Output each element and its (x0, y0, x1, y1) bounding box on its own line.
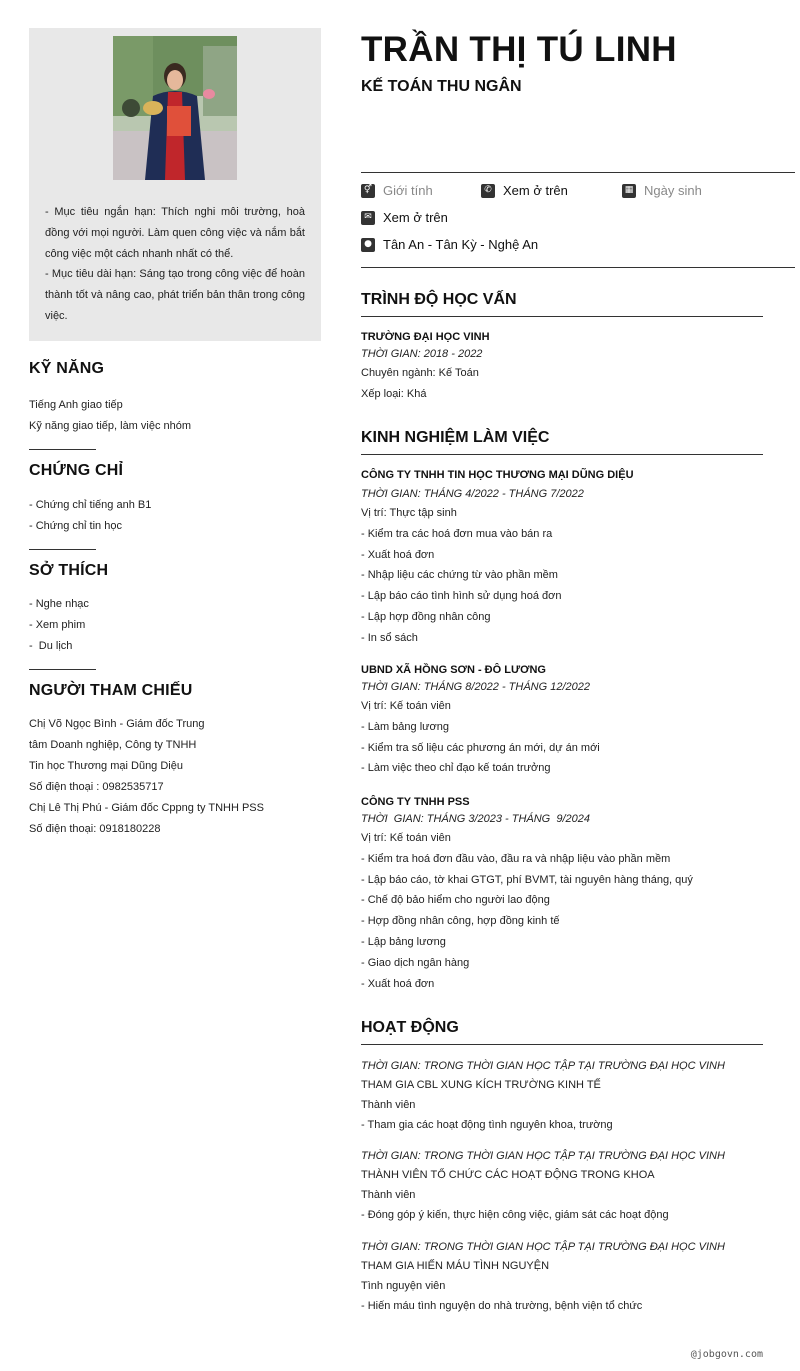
job-line: - Lập báo cáo tình hình sử dụng hoá đơn (361, 590, 562, 603)
divider (29, 549, 96, 550)
hobby-item: - Nghe nhạc (29, 598, 89, 610)
references-title: NGƯỜI THAM CHIẾU (29, 682, 193, 699)
activity-role: Tình nguyện viên (361, 1280, 446, 1292)
location-pin-icon: ● (361, 238, 375, 252)
job-line: - Lập báo cáo, tờ khai GTGT, phí BVMT, tài nguyên hàng tháng, quý (361, 873, 693, 886)
gender-icon: ⚥ (361, 184, 375, 198)
contact-email (361, 210, 448, 225)
skill-item: Tiếng Anh giao tiếp (29, 399, 123, 411)
divider (361, 172, 795, 173)
job-line: - Làm việc theo chỉ đạo kế toán trưởng (361, 762, 551, 775)
hobbies-title: SỞ THÍCH (29, 562, 109, 579)
job-line: Vị trí: Thực tập sinh (361, 507, 457, 519)
skills-title: KỸ NĂNG (29, 360, 105, 377)
activity-time: THỜI GIAN: TRONG THỜI GIAN HỌC TẬP TẠI TRƯỜNG ĐẠI HỌC VINH (361, 1241, 725, 1253)
skill-item: Kỹ năng giao tiếp, làm việc nhóm (29, 420, 192, 432)
objective-short: - Mục tiêu ngắn hạn: Thích nghi môi trường, hoà đồng với mọi người. Làm quen công việc và nắm bắt công việc một cách nhanh nhất có thể. (45, 206, 305, 260)
activity-name: THAM GIA HIẾN MÁU TÌNH NGUYỆN (361, 1260, 550, 1272)
activity-desc: - Đóng góp ý kiến, thực hiện công việc, giám sát các hoạt động (361, 1209, 669, 1221)
experience-title: KINH NGHIỆM LÀM VIỆC (361, 429, 550, 446)
job-line: - Nhập liệu các chứng từ vào phần mềm (361, 569, 558, 582)
education-major: Chuyên ngành: Kế Toán (361, 367, 479, 379)
calendar-icon: ▦ (622, 184, 636, 198)
activity-block (361, 1057, 771, 1135)
job-block (361, 468, 771, 649)
job-line: - Lập bảng lương (361, 935, 446, 948)
contact-address (361, 237, 538, 252)
section-divider (361, 1044, 763, 1045)
left-column (29, 28, 321, 840)
activity-role: Thành viên (361, 1189, 416, 1201)
reference-line: tâm Doanh nghiệp, Công ty TNHH (29, 739, 197, 751)
activity-name: THAM GIA CBL XUNG KÍCH TRƯỜNG KINH TẾ (361, 1079, 601, 1091)
education-grade: Xếp loại: Khá (361, 387, 427, 400)
job-line: Vị trí: Kế toán viên (361, 832, 451, 844)
job-line: - Lập hợp đồng nhân công (361, 610, 491, 623)
profile-photo (113, 36, 237, 180)
job-time: THỜI GIAN: THÁNG 8/2022 - THÁNG 12/2022 (361, 681, 591, 693)
activity-name: THÀNH VIÊN TỔ CHỨC CÁC HOẠT ĐỘNG TRONG KHOA (361, 1169, 655, 1181)
activities-title: HOẠT ĐỘNG (361, 1019, 459, 1036)
job-line: - Kiểm tra số liệu các phương án mới, dự án mới (361, 741, 600, 754)
hobbies-section (29, 562, 321, 657)
job-line: - Kiểm tra hoá đơn đầu vào, đầu ra và nhập liệu vào phần mềm (361, 852, 671, 865)
job-line: - Chế độ bảo hiểm cho người lao động (361, 894, 550, 907)
watermark: @jobgovn.com (690, 1349, 763, 1360)
email-value: Xem ở trên (383, 210, 448, 225)
address-value: Tân An - Tân Kỳ - Nghệ An (383, 237, 539, 252)
reference-line: Chị Võ Ngọc Bình - Giám đốc Trung (29, 718, 205, 730)
gender-label: Giới tính (383, 183, 433, 198)
email-icon: ✉ (361, 211, 375, 225)
candidate-name: TRẦN THỊ TÚ LINH (361, 30, 677, 69)
divider (29, 669, 96, 670)
company-name: CÔNG TY TNHH PSS (361, 796, 470, 808)
job-block (361, 795, 771, 994)
certificates-list (29, 495, 321, 537)
hobby-item: - Xem phim (29, 619, 86, 631)
education-block (361, 330, 771, 405)
reference-line: Số điện thoại : 0982535717 (29, 781, 164, 793)
job-time: THỜI GIAN: THÁNG 3/2023 - THÁNG 9/2024 (361, 813, 590, 825)
certificates-section (29, 462, 321, 537)
phone-icon: ✆ (481, 184, 495, 198)
contact-phone (481, 183, 568, 198)
activity-time: THỜI GIAN: TRONG THỜI GIAN HỌC TẬP TẠI TRƯỜNG ĐẠI HỌC VINH (361, 1150, 725, 1162)
section-divider (361, 316, 763, 317)
job-line: - Giao dịch ngân hàng (361, 956, 470, 969)
reference-line: Số điện thoại: 0918180228 (29, 823, 161, 835)
activity-role: Thành viên (361, 1099, 416, 1111)
certificates-title: CHỨNG CHỈ (29, 462, 124, 479)
activity-desc: - Hiến máu tình nguyện do nhà trường, bệnh viện tổ chức (361, 1300, 643, 1312)
reference-line: Tin học Thương mại Dũng Diệu (29, 760, 183, 772)
contact-gender (361, 183, 433, 198)
job-line: - Xuất hoá đơn (361, 548, 435, 561)
job-line: - Hợp đồng nhân công, hợp đồng kinh tế (361, 915, 560, 928)
objective-long: - Mục tiêu dài hạn: Sáng tạo trong công việc để hoàn thành tốt và nâng cao, phát triển bản thân trong công việc. (45, 268, 305, 322)
job-line: - In sổ sách (361, 631, 418, 644)
reference-line: Chị Lê Thị Phú - Giám đốc Cppng ty TNHH PSS (29, 802, 264, 814)
references-section (29, 682, 321, 840)
references-list (29, 714, 321, 840)
job-block (361, 663, 771, 779)
contact-birthday (622, 183, 702, 198)
activity-block (361, 1147, 771, 1225)
education-time: THỜI GIAN: 2018 - 2022 (361, 348, 483, 360)
divider (361, 267, 795, 268)
divider (29, 449, 96, 450)
skills-section (29, 360, 321, 437)
hobbies-list (29, 594, 321, 657)
phone-value: Xem ở trên (503, 183, 568, 198)
section-divider (361, 454, 763, 455)
certificate-item: - Chứng chỉ tin học (29, 520, 122, 532)
profile-box (29, 28, 321, 341)
certificate-item: - Chứng chỉ tiếng anh B1 (29, 499, 152, 511)
job-time: THỜI GIAN: THÁNG 4/2022 - THÁNG 7/2022 (361, 488, 584, 500)
school-name: TRƯỜNG ĐẠI HỌC VINH (361, 331, 490, 343)
company-name: CÔNG TY TNHH TIN HỌC THƯƠNG MẠI DŨNG DIỆU (361, 469, 634, 481)
job-line: - Làm bảng lương (361, 720, 449, 733)
job-line: Vị trí: Kế toán viên (361, 700, 451, 712)
skills-list (29, 395, 321, 437)
job-line: - Kiểm tra các hoá đơn mua vào bán ra (361, 527, 553, 540)
birthday-label: Ngày sinh (644, 183, 702, 198)
activity-time: THỜI GIAN: TRONG THỜI GIAN HỌC TẬP TẠI TRƯỜNG ĐẠI HỌC VINH (361, 1060, 725, 1072)
job-line: - Xuất hoá đơn (361, 977, 435, 990)
career-objective (45, 202, 305, 327)
education-title: TRÌNH ĐỘ HỌC VẤN (361, 291, 517, 308)
hobby-item: - Du lịch (29, 640, 73, 652)
company-name: UBND XÃ HỒNG SƠN - ĐÔ LƯƠNG (361, 664, 546, 676)
job-title: KẾ TOÁN THU NGÂN (361, 78, 522, 95)
activity-desc: - Tham gia các hoạt động tình nguyên khoa, trường (361, 1119, 613, 1131)
activity-block (361, 1238, 771, 1316)
